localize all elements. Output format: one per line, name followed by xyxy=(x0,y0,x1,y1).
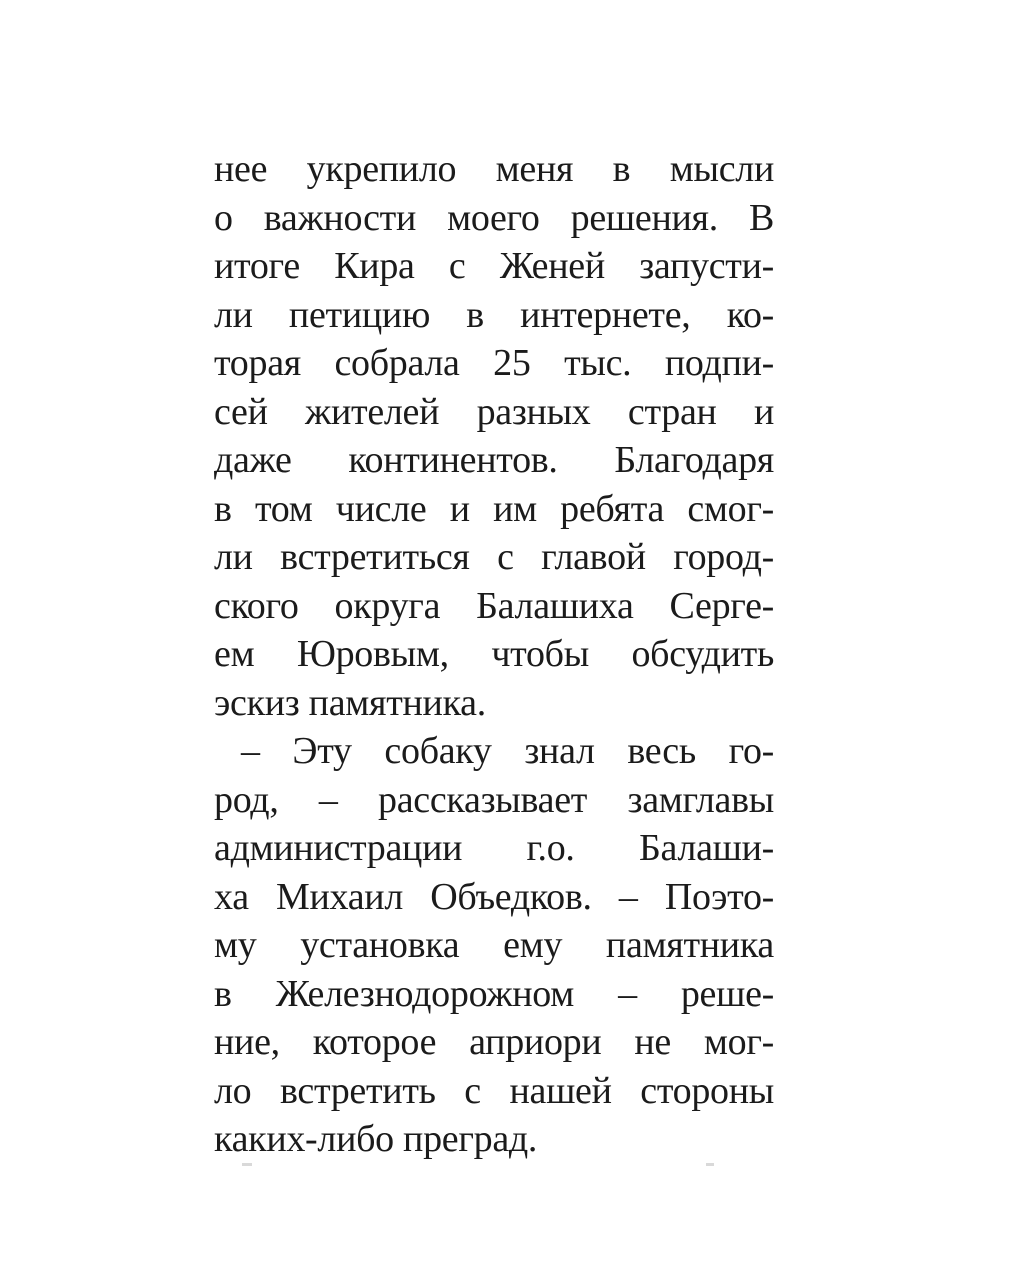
text-line: ние, которое априори не мог- xyxy=(214,1021,774,1063)
text-line: о важности моего решения. В xyxy=(214,196,774,239)
scan-mark xyxy=(242,1163,252,1166)
text-line: торая собрала 25 тыс. подпи- xyxy=(214,342,774,384)
text-line: эскиз памятника. xyxy=(214,681,486,724)
text-line: в том числе и им ребята смог- xyxy=(214,487,774,530)
text-line: каких-либо преград. xyxy=(214,1118,538,1160)
scan-mark xyxy=(706,1163,714,1166)
text-line: ха Михаил Объедков. – Поэто- xyxy=(214,875,774,918)
text-line: администрации г.о. Балаши- xyxy=(214,827,774,869)
text-line: род, – рассказывает замглавы xyxy=(214,778,774,821)
faint-scan-marks xyxy=(214,1163,774,1169)
paragraph-1 xyxy=(214,145,774,727)
text-line: му установка ему памятника xyxy=(214,924,774,966)
text-line: нее укрепило меня в мысли xyxy=(214,148,774,190)
text-column xyxy=(214,145,774,1164)
text-line: ем Юровым, чтобы обсудить xyxy=(214,633,774,675)
text-line: – Эту собаку знал весь го- xyxy=(241,730,774,772)
text-line: даже континентов. Благодаря xyxy=(214,439,774,481)
text-line: в Железнодорожном – реше- xyxy=(214,972,774,1015)
text-line: ского округа Балашиха Серге- xyxy=(214,584,774,627)
text-line: сей жителей разных стран и xyxy=(214,390,774,433)
text-line: итоге Кира с Женей запусти- xyxy=(214,245,774,287)
text-line: ли встретиться с главой город- xyxy=(214,536,774,578)
paragraph-2 xyxy=(214,727,774,1164)
text-line: ли петицию в интернете, ко- xyxy=(214,293,774,336)
text-line: ло встретить с нашей стороны xyxy=(214,1069,774,1112)
